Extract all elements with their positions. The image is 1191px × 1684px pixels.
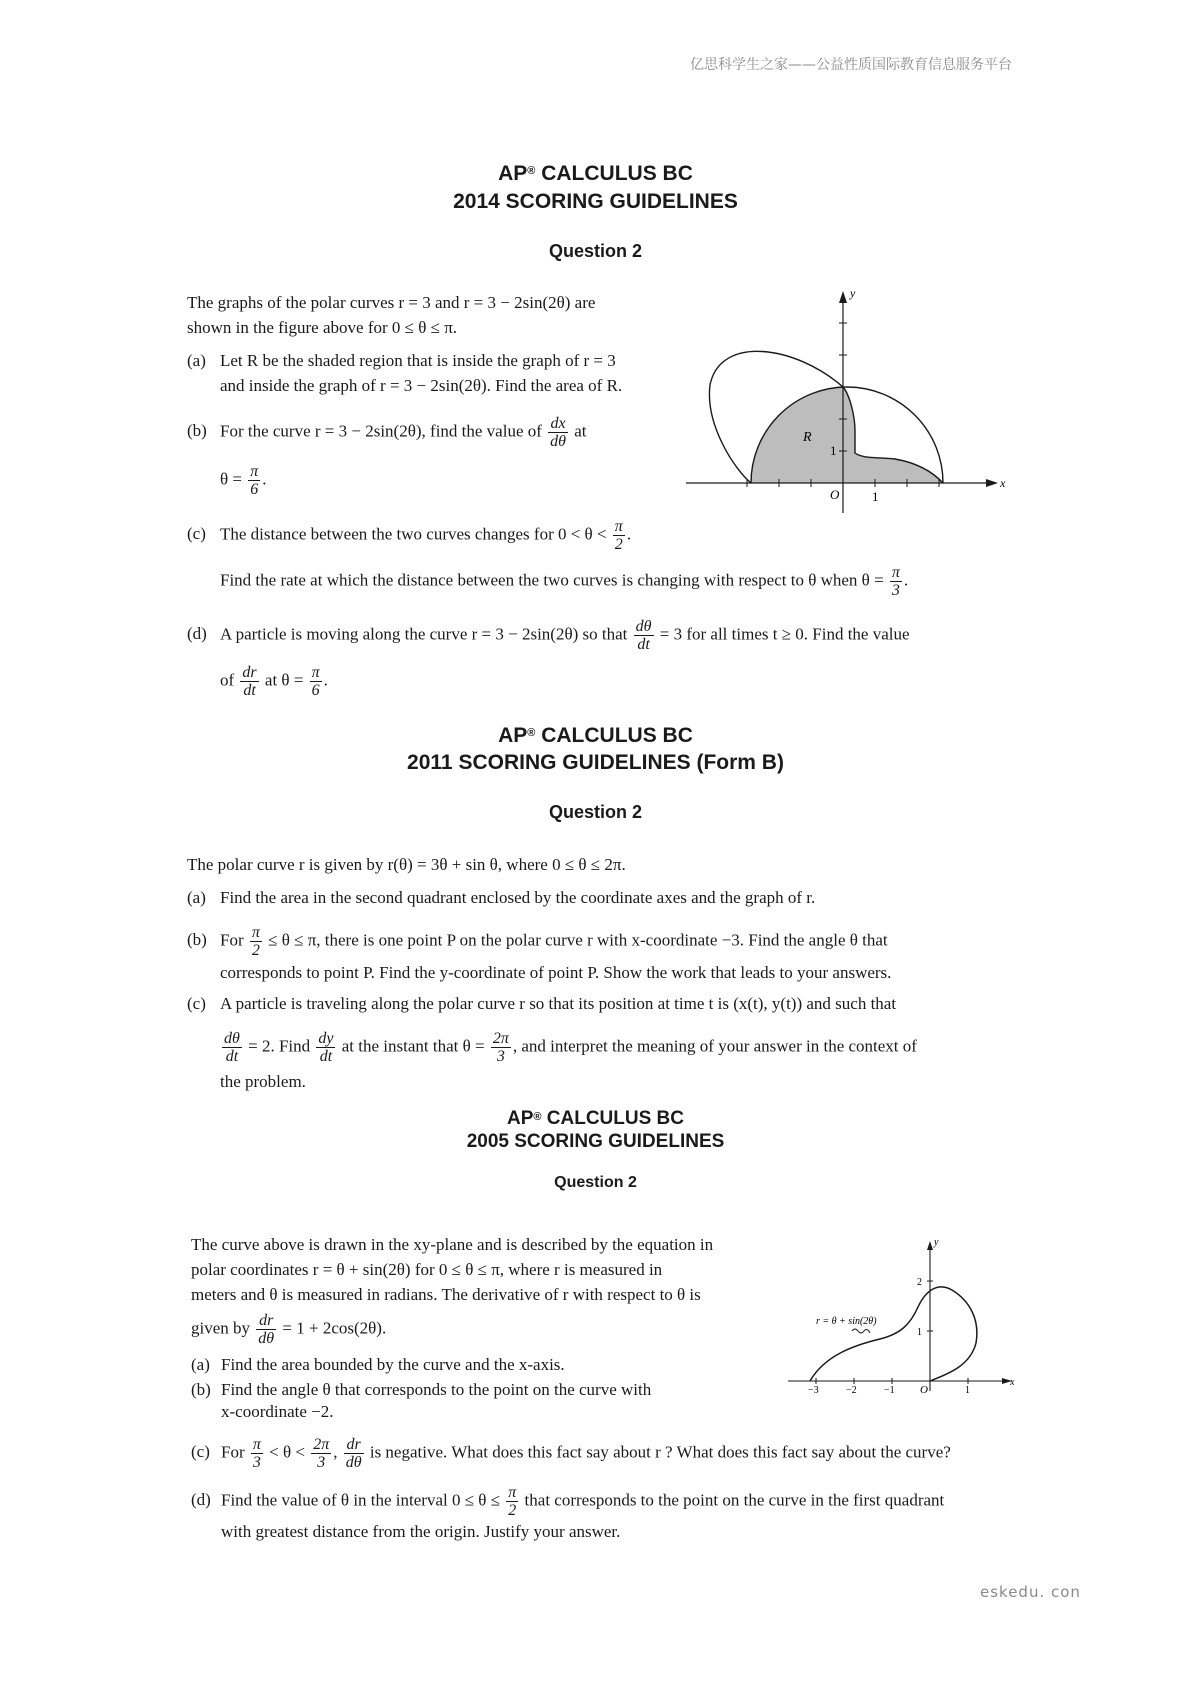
q2005-part-d-line2: with greatest distance from the origin. Justify your answer.: [221, 1522, 621, 1541]
q2011-part-a: (a) Find the area in the second quadrant enclosed by the coordinate axes and the graph of r.: [187, 888, 816, 907]
q2005-part-b-line2: x-coordinate −2.: [221, 1402, 334, 1421]
polar-figure-2005: [780, 1235, 1020, 1397]
q2014-part-b: (b) For the curve r = 3 − 2sin(2θ), find the value of $\frac{dx}{d\theta}$ at: [187, 415, 587, 450]
q2011-part-c-line2: $\frac{d\theta}{dt}$ = 2. Find $\frac{dy}{dt}$ at the instant that θ = $\frac{2\pi}{3}$ , and interpret the meaning of your answer in the context of: [224, 1030, 917, 1065]
q2014-part-c-line2: Find the rate at which the distance between the two curves is changing with respect to θ when θ = $\frac{\pi}{3}$ .: [220, 564, 909, 599]
origin-label: O: [920, 1384, 928, 1396]
site-header: 亿思科学生之家——公益性质国际教育信息服务平台: [690, 57, 1012, 73]
q2011-part-c-line3: the problem.: [220, 1072, 306, 1091]
title-2005-line2: 2005 SCORING GUIDELINES: [466, 1131, 725, 1152]
q2014-part-d: (d) A particle is moving along the curve r = 3 − 2sin(2θ) so that $\frac{d\theta}{dt}$ = 3 for all times t ≥ 0. Find the value: [187, 618, 910, 653]
y-one-label: 1: [830, 443, 837, 458]
polar-figure-2014: [680, 285, 1020, 525]
x-tick-label-neg1: −1: [884, 1385, 895, 1396]
x-tick-label-1: 1: [965, 1385, 970, 1396]
x-axis-label: x: [1010, 1377, 1015, 1388]
q2011-intro: The polar curve r is given by r(θ) = 3θ + sin θ, where 0 ≤ θ ≤ 2π.: [187, 855, 626, 874]
title-2011-line1: AP® CALCULUS BC: [498, 724, 693, 747]
x-axis-label: x: [1000, 476, 1006, 490]
q2014-intro-line2: shown in the figure above for 0 ≤ θ ≤ π.: [187, 318, 458, 337]
q2014-part-c: (c) The distance between the two curves changes for 0 < θ < $\frac{\pi}{2}$ .: [187, 518, 632, 553]
q2005-intro-line3: meters and θ is measured in radians. The derivative of r with respect to θ is: [191, 1285, 701, 1304]
title-2005-line1: AP® CALCULUS BC: [506, 1108, 684, 1129]
q2011-part-c: (c) A particle is traveling along the polar curve r so that its position at time t is (x(t), y(t)) and such that: [187, 994, 897, 1013]
q2005-intro-line4: given by $\frac{dr}{d\theta}$ = 1 + 2cos(2θ).: [191, 1312, 387, 1347]
question-2014-heading: Question 2: [548, 241, 642, 261]
title-2014-line1: AP® CALCULUS BC: [498, 162, 693, 185]
q2011-part-b: (b) For $\frac{\pi}{2}$ ≤ θ ≤ π, there is one point P on the polar curve r with x-coordinate −3. Find the angle θ that: [187, 924, 888, 959]
curve-label-pointer: [852, 1329, 870, 1333]
q2014-part-b-line2: θ = $\frac{\pi}{6}$ .: [220, 463, 267, 498]
q2014-part-a-line2: and inside the graph of r = 3 − 2sin(2θ). Find the area of R.: [220, 376, 623, 395]
q2014-part-a: (a) Let R be the shaded region that is inside the graph of r = 3: [187, 351, 616, 370]
q2005-part-b: (b) Find the angle θ that corresponds to the point on the curve with: [191, 1380, 652, 1399]
polar-curve: [810, 1287, 977, 1381]
question-2011-heading: Question 2: [548, 802, 642, 822]
y-tick-label-2: 2: [917, 1277, 922, 1288]
x-one-label: 1: [872, 489, 879, 504]
q2014-intro-line1: The graphs of the polar curves r = 3 and r = 3 − 2sin(2θ) are: [187, 293, 596, 312]
q2005-part-d: (d) Find the value of θ in the interval 0 ≤ θ ≤ $\frac{\pi}{2}$ that corresponds to the point on the curve in the first quadrant: [191, 1484, 945, 1519]
y-axis-arrow: [927, 1241, 933, 1250]
y-axis-arrow: [839, 291, 847, 303]
q2005-part-a: (a) Find the area bounded by the curve and the x-axis.: [191, 1355, 565, 1374]
shaded-region-r: [751, 387, 943, 483]
title-2014-line2: 2014 SCORING GUIDELINES: [453, 190, 738, 213]
region-r-label: R: [803, 430, 812, 445]
origin-label: O: [830, 487, 840, 502]
q2011-part-b-line2: corresponds to point P. Find the y-coordinate of point P. Show the work that leads to your answers.: [220, 963, 892, 982]
q2005-intro-line1: The curve above is drawn in the xy-plane and is described by the equation in: [191, 1235, 714, 1254]
question-2005-heading: Question 2: [554, 1174, 637, 1191]
curve-label: r = θ + sin(2θ): [816, 1316, 877, 1327]
x-tick-label-neg2: −2: [846, 1385, 857, 1396]
q2005-intro-line2: polar coordinates r = θ + sin(2θ) for 0 ≤ θ ≤ π, where r is measured in: [191, 1260, 663, 1279]
x-tick-label-neg3: −3: [808, 1385, 819, 1396]
q2005-part-c: (c) For $\frac{\pi}{3}$ < θ < $\frac{2\pi}{3}$ , $\frac{dr}{d\theta}$ is negative. What does this fact say about r ? What does this fact say about the curve?: [191, 1436, 951, 1471]
site-footer: eskedu. con: [980, 1583, 1081, 1601]
y-tick-label-1: 1: [917, 1327, 922, 1338]
y-axis-label: y: [934, 1237, 939, 1248]
title-2011-line2: 2011 SCORING GUIDELINES (Form B): [407, 751, 784, 774]
q2014-part-d-line2: of $\frac{dr}{dt}$ at θ = $\frac{\pi}{6}$ .: [220, 664, 328, 699]
y-axis-label: y: [850, 286, 856, 300]
x-axis-arrow: [986, 479, 998, 487]
